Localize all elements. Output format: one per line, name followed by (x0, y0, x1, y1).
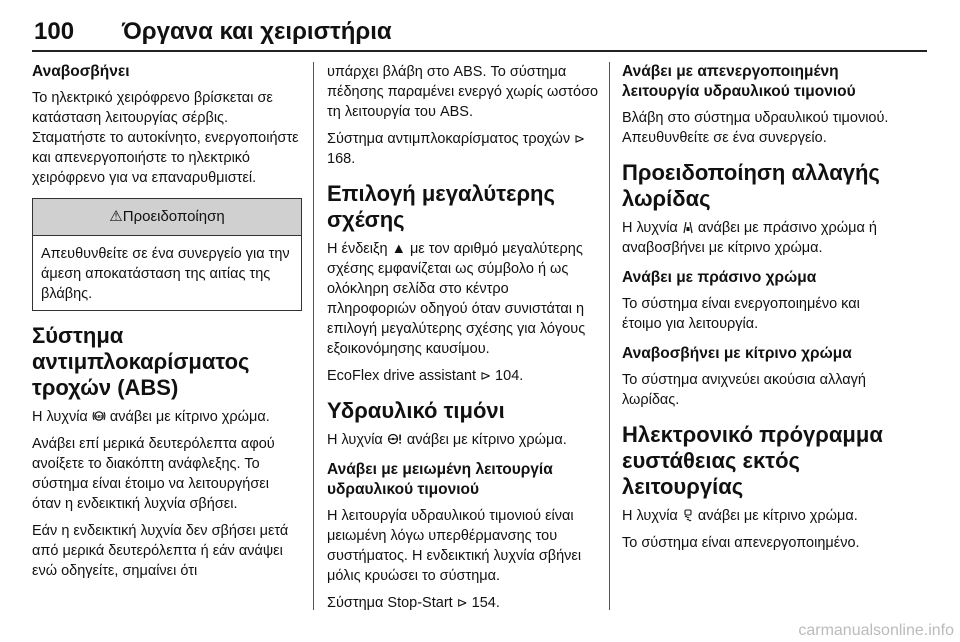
text: Η λυχνία (327, 432, 387, 448)
text: 168. (327, 151, 356, 167)
section-title: Επιλογή μεγαλύτερης σχέσης (327, 181, 555, 232)
page-reference-icon: ⊳ (456, 595, 468, 610)
chapter-title: Όργανα και χειριστήρια (122, 18, 392, 45)
section-heading: Ανάβει με μειωμένη λειτουργία υδραυλικού τιμονιού (327, 461, 553, 498)
watermark: carmanualsonline.info (798, 622, 954, 639)
paragraph: Το σύστημα ανιχνεύει ακούσια αλλαγή λωρίδας. (622, 372, 866, 408)
paragraph: Η λειτουργία υδραυλικού τιμονιού είναι μειωμένη λόγω υπερθέρμανσης του συστήματος. Η ενδεικτική λυχνία σβήνει μόλις κρυώσει το σύστημα. (327, 508, 582, 584)
column-3 (622, 62, 897, 560)
section-title: Ηλεκτρονικό πρόγραμμα ευστάθειας εκτός λειτουργίας (622, 422, 883, 499)
text: ανάβει με κίτρινο χρώμα. (105, 409, 270, 425)
section-title: Σύστημα αντιμπλοκαρίσματος τροχών (ABS) (32, 323, 250, 400)
text: ανάβει με πράσινο χρώμα ή αναβοσβήνει με κίτρινο χρώμα. (622, 220, 877, 256)
paragraph (622, 506, 897, 526)
section-heading: Ανάβει με απενεργοποιημένη λειτουργία υδραυλικού τιμονιού (622, 63, 856, 100)
column-divider (609, 62, 610, 610)
text: Σύστημα αντιμπλοκαρίσματος τροχών (327, 131, 575, 147)
section-title: Υδραυλικό τιμόνι (327, 398, 505, 423)
paragraph (622, 218, 897, 258)
paragraph: Το σύστημα είναι ενεργοποιημένο και έτοιμο για λειτουργία. (622, 296, 860, 332)
esp-off-icon (682, 509, 694, 522)
page-reference-icon: ⊳ (574, 131, 586, 146)
paragraph: Εάν η ενδεικτική λυχνία δεν σβήσει μετά από μερικά δευτερόλεπτα ή εάν ανάψει ενώ οδηγείτε, σημαίνει ότι (32, 523, 289, 579)
paragraph (327, 129, 599, 169)
paragraph (327, 430, 599, 450)
text: Σύστημα Stop-Start (327, 595, 457, 611)
svg-text:ABS: ABS (94, 414, 104, 419)
text: 154. (467, 595, 500, 611)
text: 104. (491, 368, 524, 384)
paragraph: Βλάβη στο σύστημα υδραυλικού τιμονιού. Απευθυνθείτε σε ένα συνεργείο. (622, 110, 889, 146)
paragraph (32, 407, 302, 427)
paragraph (327, 593, 599, 613)
column-divider (313, 62, 314, 610)
section-title: Προειδοποίηση αλλαγής λωρίδας (622, 160, 880, 211)
section-heading: Αναβοσβήνει (32, 63, 130, 80)
text: Η ένδειξη (327, 241, 392, 257)
paragraph (327, 239, 599, 359)
warning-title: Προειδοποίηση (122, 208, 225, 225)
text: Η λυχνία (32, 409, 92, 425)
page-reference-icon: ⊳ (480, 368, 492, 383)
paragraph: Ανάβει επί μερικά δευτερόλεπτα αφού ανοίξετε το διακόπτη ανάφλεξης. Το σύστημα είναι έτοιμο να λειτουργήσει όταν η ενδεικτική λυχνία σβήσει. (32, 436, 275, 512)
section-heading: Ανάβει με πράσινο χρώμα (622, 269, 817, 286)
warning-header (33, 199, 301, 236)
warning-triangle-icon: ⚠ (109, 208, 123, 225)
paragraph: Το σύστημα είναι απενεργοποιημένο. (622, 535, 860, 551)
section-heading: Αναβοσβήνει με κίτρινο χρώμα (622, 345, 852, 362)
abs-warning-light-icon (92, 410, 106, 422)
text: ανάβει με κίτρινο χρώμα. (693, 508, 858, 524)
gear-up-icon: ▲ (391, 241, 406, 257)
column-1 (32, 62, 302, 588)
paragraph: Το ηλεκτρικό χειρόφρενο βρίσκεται σε κατάσταση λειτουργίας σέρβις. Σταματήστε το αυτοκίνητο, ενεργοποιήστε και απενεργοποιήστε το ηλεκτρικό χειρόφρενο για να επαναρυθμιστεί. (32, 90, 299, 186)
text: Η λυχνία (622, 220, 682, 236)
column-2 (327, 62, 599, 620)
text: Η λυχνία (622, 508, 682, 524)
page-number: 100 (34, 18, 75, 45)
paragraph (327, 366, 599, 386)
lane-departure-icon (682, 221, 694, 234)
text: με τον αριθμό μεγαλύτερης σχέσης εμφανίζεται ως σύμβολο ή ως ολόκληρη σελίδα στο κέντρο πληροφοριών οδηγού όταν συνιστάται η επιλογή μεγαλύτερης σχέσης για λόγους εξοικονόμησης καυσίμου. (327, 241, 586, 357)
steering-warning-icon (387, 433, 403, 445)
paragraph: υπάρχει βλάβη στο ABS. Το σύστημα πέδησης παραμένει ενεργό χωρίς ωστόσο τη λειτουργία του ABS. (327, 64, 599, 120)
warning-text: Απευθυνθείτε σε ένα συνεργείο για την άμεση αποκατάσταση της αιτίας της βλάβης. (41, 246, 290, 302)
text: ανάβει με κίτρινο χρώμα. (402, 432, 567, 448)
warning-box (32, 198, 302, 311)
text: EcoFlex drive assistant (327, 368, 481, 384)
page-header (32, 18, 927, 52)
